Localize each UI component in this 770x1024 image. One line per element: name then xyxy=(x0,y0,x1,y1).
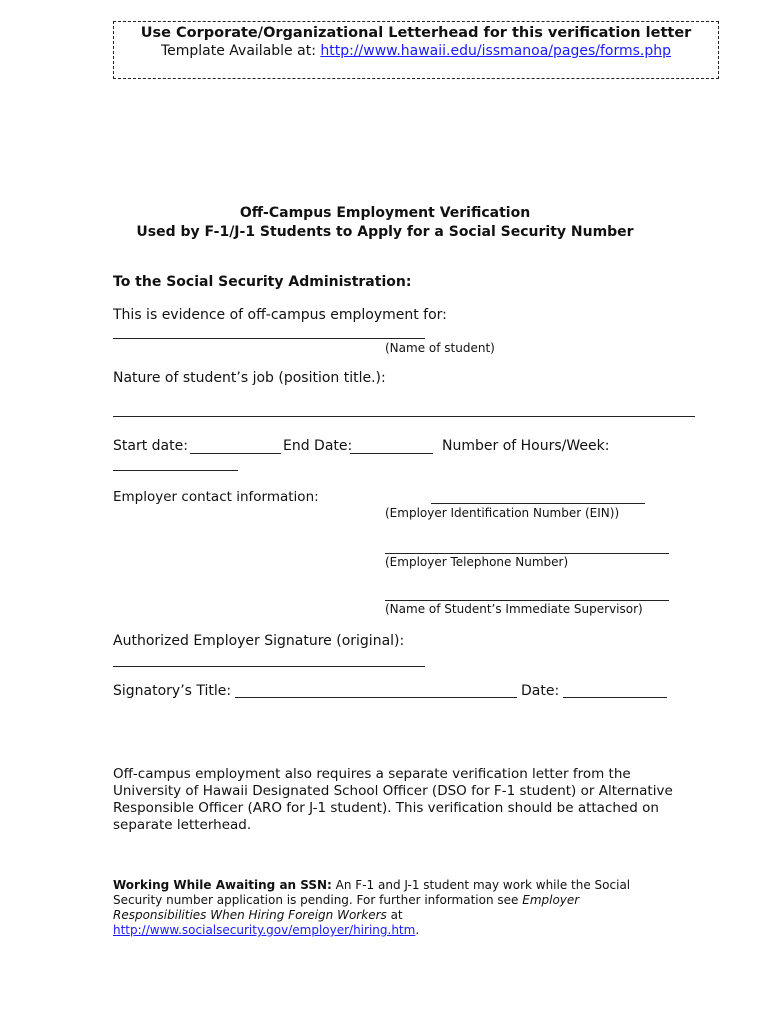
ssa-link[interactable]: http://www.socialsecurity.gov/employer/hiring.htm xyxy=(113,923,416,937)
doc-subtitle: Used by F-1/J-1 Students to Apply for a Social Security Number xyxy=(136,224,634,240)
signatory-title-line[interactable] xyxy=(235,697,517,698)
note-heading: Working While Awaiting an SSN: xyxy=(113,878,332,892)
template-prefix: Template Available at: xyxy=(160,43,321,59)
signature-line[interactable] xyxy=(113,666,425,667)
phone-caption: (Employer Telephone Number) xyxy=(385,555,569,569)
supervisor-line[interactable] xyxy=(385,600,669,601)
supervisor-caption: (Name of Student’s Immediate Supervisor) xyxy=(385,602,643,616)
student-name-caption: (Name of student) xyxy=(385,341,495,355)
doc-title: Off-Campus Employment Verification xyxy=(239,205,531,221)
date-label: Date: xyxy=(521,683,560,699)
job-line[interactable] xyxy=(113,416,695,417)
signature-label: Authorized Employer Signature (original): xyxy=(113,633,405,649)
evidence-label: This is evidence of off-campus employment for: xyxy=(113,307,447,323)
banner-title: Use Corporate/Organizational Letterhead for this verification letter xyxy=(140,25,692,41)
hours-line[interactable] xyxy=(113,470,238,471)
ein-line[interactable] xyxy=(431,503,645,504)
letterhead-banner xyxy=(113,21,719,79)
banner-subtitle xyxy=(114,43,718,59)
note-end: . xyxy=(415,923,420,937)
job-label: Nature of student’s job (position title.): xyxy=(113,370,386,386)
start-date-label: Start date: xyxy=(113,438,188,454)
note-italic: Employer Responsibilities When Hiring Foreign Workers xyxy=(113,893,580,922)
hours-label: Number of Hours/Week: xyxy=(442,438,610,454)
phone-line[interactable] xyxy=(385,553,669,554)
template-link[interactable]: http://www.hawaii.edu/issmanoa/pages/forms.php xyxy=(320,43,672,59)
employer-contact-label: Employer contact information: xyxy=(113,489,319,505)
ein-caption: (Employer Identification Number (EIN)) xyxy=(385,506,620,520)
date-line[interactable] xyxy=(563,697,667,698)
verification-paragraph: Off-campus employment also requires a separate verification letter from the University of Hawaii Designated School Officer (DSO for F-1 student) or Alternative Responsible Officer (ARO for J-1 student). This verification should be attached on separate letterhead. xyxy=(113,766,673,833)
end-date-label: End Date: xyxy=(283,438,353,454)
student-name-line[interactable] xyxy=(113,338,425,339)
start-date-line[interactable] xyxy=(190,453,281,454)
signatory-title-label: Signatory’s Title: xyxy=(113,683,232,699)
ssn-note xyxy=(113,878,673,938)
note-text-1: An F-1 and J-1 student may work while the Social Security number application is pending. For further information see xyxy=(113,878,631,907)
salutation: To the Social Security Administration: xyxy=(113,274,412,290)
note-text-2: at xyxy=(386,908,403,922)
end-date-line[interactable] xyxy=(350,453,433,454)
